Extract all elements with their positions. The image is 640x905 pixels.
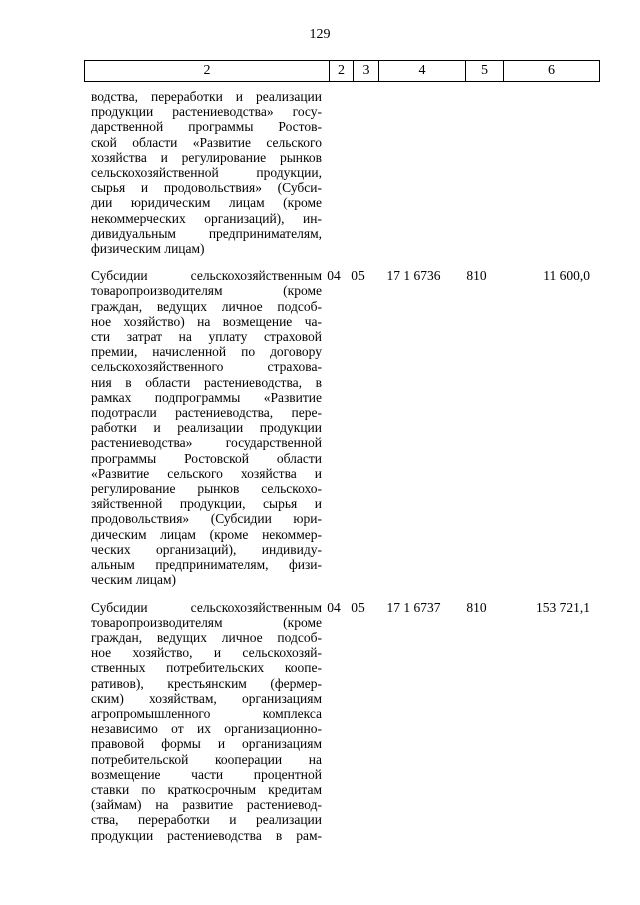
row-section xyxy=(322,89,346,256)
description-line: ставки по краткосрочным кредитам xyxy=(91,781,322,797)
description-line: премии, начисленной по договору xyxy=(91,344,322,360)
description-line: сти затрат на уплату страховой xyxy=(91,329,322,345)
description-line: хозяйства и регулирование рынков xyxy=(91,149,322,165)
description-line: продукции растениеводства» госу- xyxy=(91,104,322,120)
page-number: 129 xyxy=(309,27,331,42)
description-line: сельскохозяйственного страхова- xyxy=(91,359,322,375)
description-line: рамках подпрограммы «Развитие xyxy=(91,389,322,405)
description-line: сырья и продовольствия» (Субси- xyxy=(91,180,322,196)
row-expense-type: 810 xyxy=(466,599,487,615)
description-line: Субсидии сельскохозяйственным xyxy=(91,268,322,284)
row-expense-type: 810 xyxy=(466,268,487,284)
description-line: ства, переработки и реализации xyxy=(91,812,322,828)
description-line: водства, переработки и реализации xyxy=(91,89,322,104)
description-line: некоммерческих организаций), ин- xyxy=(91,210,322,226)
description-line: программы Ростовской области xyxy=(91,450,322,466)
description-line: дарственной программы Ростов- xyxy=(91,119,322,135)
row-target-item: 17 1 6736 xyxy=(386,268,441,284)
description-line: ративов), крестьянским (фермер- xyxy=(91,675,322,691)
row-amount: 153 721,1 xyxy=(536,599,590,615)
description-line: «Развитие сельского хозяйства и xyxy=(91,465,322,481)
description-line: ческих организаций), индивиду- xyxy=(91,541,322,557)
description-line: альным предпринимателям, физи- xyxy=(91,557,322,573)
description-line: ное хозяйство) на возмещение ча- xyxy=(91,313,322,329)
row-subsection: 05 xyxy=(351,268,365,284)
description-line: агропромышленного комплекса xyxy=(91,705,322,721)
column-header-section: 2 xyxy=(330,61,354,82)
row-amount xyxy=(496,89,598,256)
description-line: граждан, ведущих личное подсоб- xyxy=(91,298,322,314)
table-row xyxy=(84,89,598,256)
column-header-target-item: 4 xyxy=(379,61,466,82)
column-header-table xyxy=(84,60,600,82)
description-line: физическим лицам) xyxy=(91,241,205,257)
row-description xyxy=(84,89,322,256)
column-header-row xyxy=(85,61,600,82)
description-line: товаропроизводителям (кроме xyxy=(91,283,322,299)
row-subsection: 05 xyxy=(351,599,365,615)
description-line: дии юридическим лицам (кроме xyxy=(91,195,322,211)
row-target-item xyxy=(370,89,457,256)
description-line: подотрасли растениеводства, пере- xyxy=(91,405,322,421)
description-line: граждан, ведущих личное подсоб- xyxy=(91,629,322,645)
column-header-subsection: 3 xyxy=(354,61,379,82)
description-line: растениеводства» государственной xyxy=(91,435,322,451)
row-amount: 11 600,0 xyxy=(543,268,590,284)
description-line: ским) хозяйствам, организациям xyxy=(91,690,322,706)
description-line: ской области «Развитие сельского xyxy=(91,134,322,150)
description-line: возмещение части процентной xyxy=(91,766,322,782)
table-body xyxy=(84,89,598,843)
description-line: ное хозяйство, и сельскохозяй- xyxy=(91,645,322,661)
description-line: дическим лицам (кроме некоммер- xyxy=(91,526,322,542)
table-row xyxy=(84,268,598,587)
description-line: продукции растениеводства в рам- xyxy=(91,827,322,843)
column-header-amount: 6 xyxy=(504,61,600,82)
description-line: ческим лицам) xyxy=(91,572,177,588)
description-line: сельскохозяйственной продукции, xyxy=(91,165,322,181)
row-section: 04 xyxy=(327,599,341,615)
description-line: ния в области растениеводства, в xyxy=(91,374,322,390)
description-line: регулирование рынков сельскохо- xyxy=(91,481,322,497)
row-description xyxy=(84,600,322,843)
description-line: продовольствия» (Субсидии юри- xyxy=(91,511,322,527)
table-row xyxy=(84,600,598,843)
description-line: (займам) на развитие растениевод- xyxy=(91,797,322,813)
description-line: работки и реализации продукции xyxy=(91,420,322,436)
row-description xyxy=(84,268,322,587)
description-line: дивидуальным предпринимателям, xyxy=(91,225,322,241)
description-line: Субсидии сельскохозяйственным xyxy=(91,599,322,615)
description-line: независимо от их организационно- xyxy=(91,721,322,737)
description-line: ственных потребительских коопе- xyxy=(91,660,322,676)
row-expense-type xyxy=(457,89,496,256)
column-header-expense-type: 5 xyxy=(466,61,504,82)
row-subsection xyxy=(346,89,370,256)
description-line: правовой формы и организациям xyxy=(91,736,322,752)
description-line: товаропроизводителям (кроме xyxy=(91,614,322,630)
row-target-item: 17 1 6737 xyxy=(386,599,441,615)
description-line: зяйственной продукции, сырья и xyxy=(91,496,322,512)
description-line: потребительской кооперации на xyxy=(91,751,322,767)
column-header-description: 2 xyxy=(85,61,330,82)
row-section: 04 xyxy=(327,268,341,284)
